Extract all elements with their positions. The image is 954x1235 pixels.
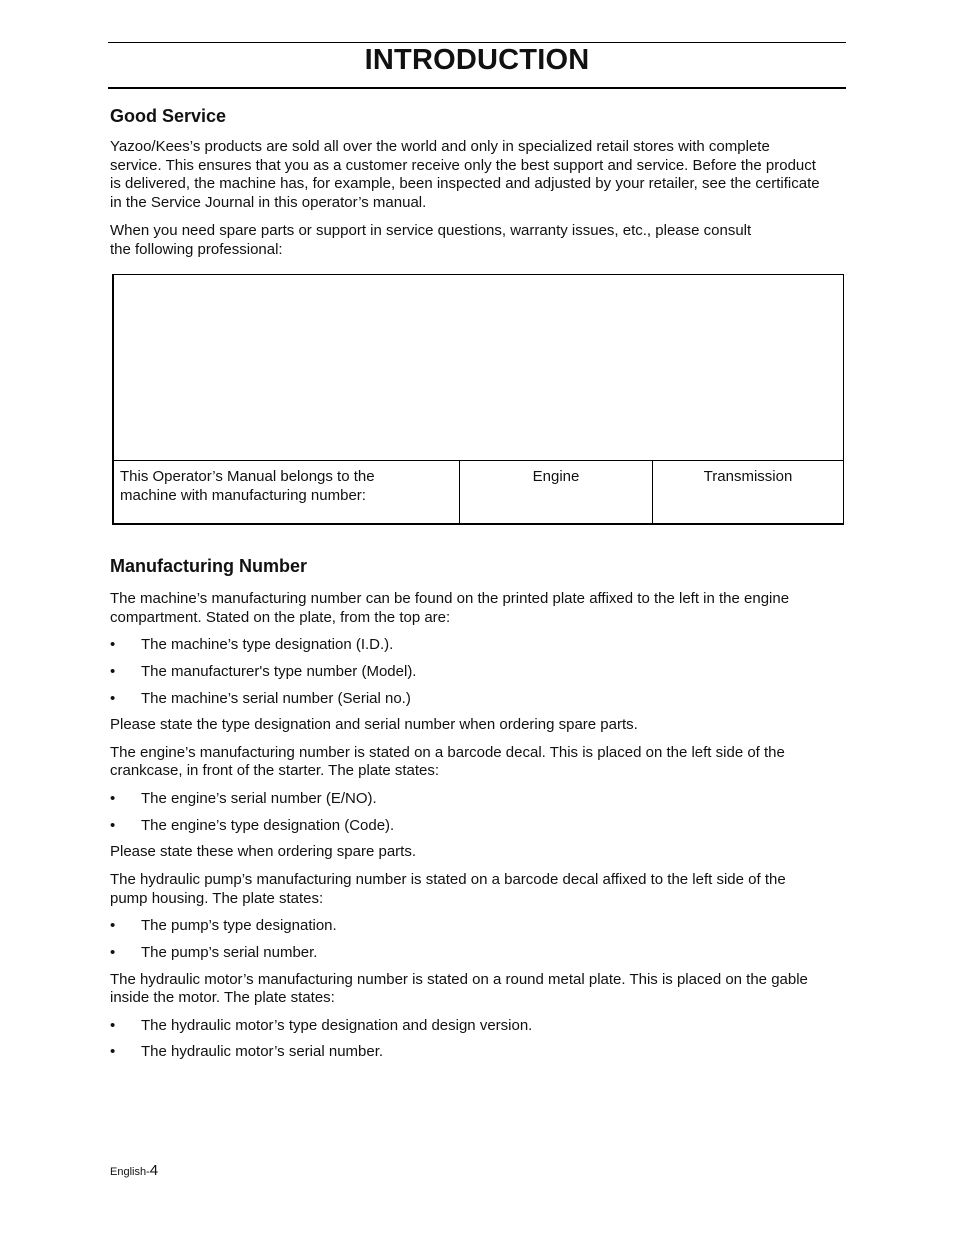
- dealer-info-box: [112, 274, 844, 525]
- transmission-cell: Transmission: [703, 468, 793, 485]
- list-item: • The pump’s type designation.: [110, 917, 337, 935]
- manufacturing-paragraph-2: Please state the type designation and serial number when ordering spare parts.: [110, 716, 638, 734]
- list-item: • The engine’s type designation (Code).: [110, 816, 395, 834]
- list-item: • The machine’s type designation (I.D.).: [110, 636, 394, 654]
- pump-plate-list: [110, 917, 846, 970]
- engine-plate-list: [110, 790, 846, 843]
- list-item: • The manufacturer's type number (Model).: [110, 662, 417, 680]
- page-footer: [110, 1162, 158, 1179]
- footer-language: English-: [110, 1166, 150, 1178]
- machine-plate-list: [110, 636, 846, 716]
- manufacturing-number-section: [110, 556, 846, 1070]
- engine-cell: Engine: [460, 461, 653, 524]
- manufacturing-paragraph-6: The hydraulic motor’s manufacturing number is stated on a round metal plate. This is placed on the gable inside the motor. The plate states:: [110, 970, 808, 1007]
- machine-number-row: [114, 460, 843, 524]
- motor-plate-list: [110, 1017, 846, 1070]
- manufacturing-paragraph-4: Please state these when ordering spare parts.: [110, 843, 417, 861]
- manufacturing-number-cell: This Operator’s Manual belongs to the machine with manufacturing number:: [114, 461, 460, 524]
- list-item: • The engine’s serial number (E/NO).: [110, 790, 377, 808]
- list-item: • The machine’s serial number (Serial no.): [110, 689, 411, 707]
- manufacturing-paragraph-5: The hydraulic pump’s manufacturing number is stated on a barcode decal affixed to the left side of the pump housing. The plate states:: [110, 871, 786, 907]
- page-number: 4: [149, 1162, 159, 1179]
- manufacturing-paragraph-1: The machine’s manufacturing number can be found on the printed plate affixed to the left in the engine compartment. Stated on the plate, from the top are:: [110, 590, 790, 626]
- header-top-rule: [108, 42, 846, 43]
- good-service-heading: Good Service: [110, 106, 227, 126]
- list-item: • The pump’s serial number.: [110, 943, 318, 961]
- manufacturing-number-heading: Manufacturing Number: [110, 556, 308, 576]
- page-title: INTRODUCTION: [364, 44, 590, 76]
- list-item: • The hydraulic motor’s type designation and design version.: [110, 1016, 533, 1034]
- header-bottom-rule: [108, 87, 846, 89]
- manufacturing-paragraph-3: The engine’s manufacturing number is stated on a barcode decal. This is placed on the left side of the crankcase, in front of the starter. The plate states:: [110, 743, 785, 780]
- list-item: • The hydraulic motor’s serial number.: [110, 1043, 384, 1061]
- good-service-paragraph-1: Yazoo/Kees’s products are sold all over the world and only in specialized retail stores with complete service. This ensures that you as a customer receive only the best support and service. Before the product is delivered, the machine has, for example, been inspected and adjusted by your retailer, see the certificate in the Service Journal in this operator’s manual.: [110, 138, 820, 211]
- good-service-paragraph-2: When you need spare parts or support in service questions, warranty issues, etc., please consult the following professional:: [110, 222, 752, 258]
